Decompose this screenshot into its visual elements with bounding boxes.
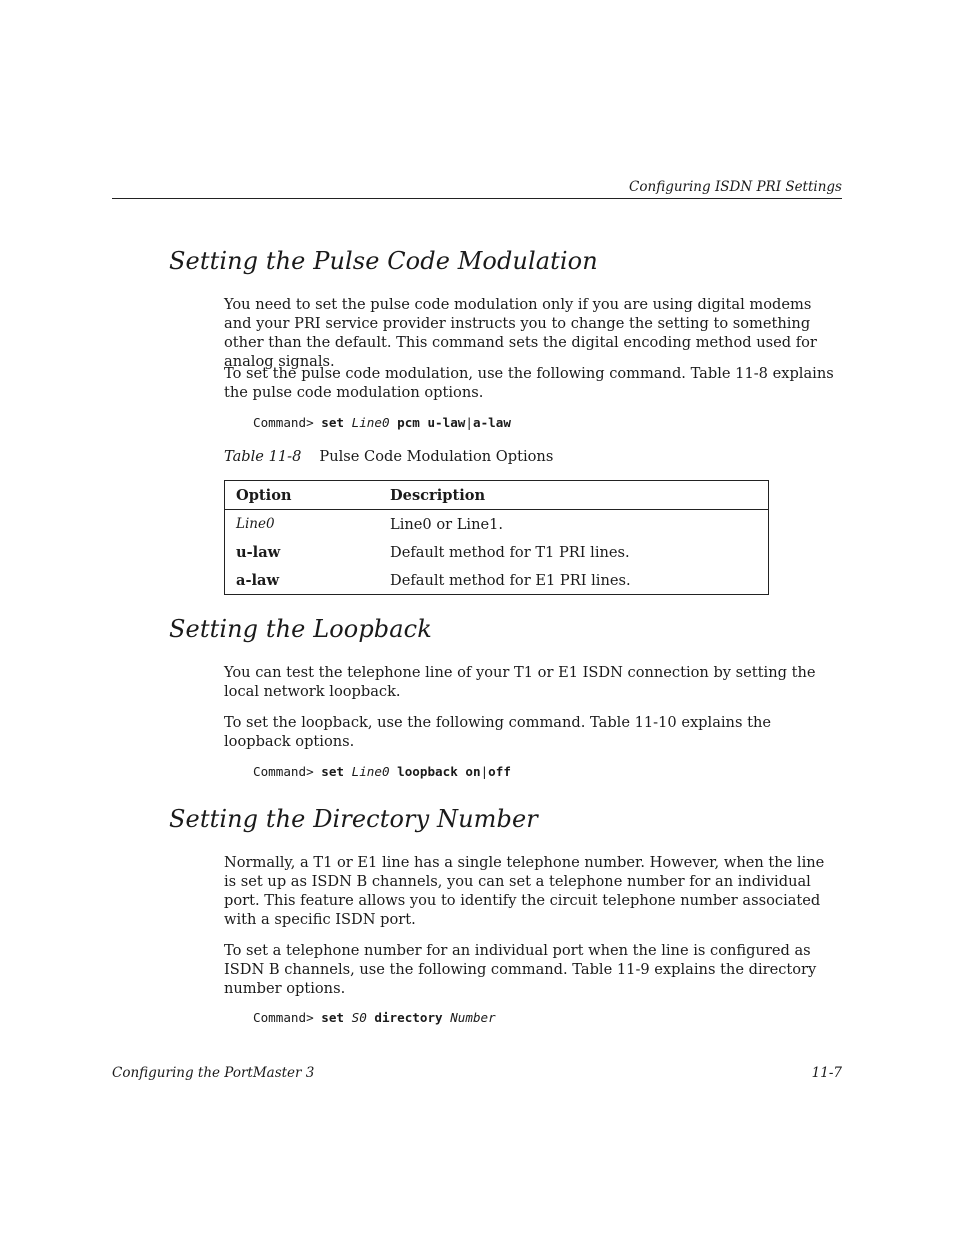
command-line-loopback [253,763,511,781]
command-keyword: set [321,415,345,430]
table-cell-option: a-law [236,571,280,589]
table-row [225,510,769,539]
table-title: Pulse Code Modulation Options [319,448,554,465]
table-header-row [225,481,769,510]
command-keyword: set [321,764,345,779]
table-cell-description: Default method for E1 PRI lines. [390,571,631,589]
footer-book-title: Configuring the PortMaster 3 [112,1065,315,1081]
command-argument: Line0 [351,764,390,779]
command-separator: | [465,415,473,430]
command-prompt: Command> [253,1010,314,1025]
command-keyword: directory [374,1010,443,1025]
command-line-directory [253,1009,496,1027]
section-heading-loopback: Setting the Loopback [169,615,432,643]
section-heading-directory: Setting the Directory Number [169,805,538,833]
command-prompt: Command> [253,764,314,779]
command-keyword: loopback [397,764,458,779]
table-cell-description: Line0 or Line1. [390,515,504,533]
pcm-options-table [224,480,769,595]
column-header-option: Option [225,481,380,510]
paragraph: You can test the telephone line of your T1 or E1 ISDN connection by setting the local network loopback. [224,664,816,700]
command-line-pcm [253,414,511,432]
table-row [225,538,769,566]
column-header-description: Description [379,481,769,510]
table-cell-description: Default method for T1 PRI lines. [390,543,630,561]
command-option: off [488,764,511,779]
command-argument: S0 [351,1010,367,1025]
paragraph: You need to set the pulse code modulation only if you are using digital modems and your PRI service provider instructs you to change the setting to something other than the default. This command sets the digital encoding method used for analog signals. [224,296,817,370]
paragraph: Normally, a T1 or E1 line has a single telephone number. However, when the line is set up as ISDN B channels, you can set a telephone number for an individual port. This feature allows you to identify the circuit telephone number associated with a specific ISDN port. [224,854,825,928]
command-separator: | [480,764,489,779]
paragraph: To set the loopback, use the following command. Table 11-10 explains the loopback options. [224,714,771,750]
command-argument: Line0 [351,415,390,430]
table-number: Table 11-8 [224,448,302,465]
footer-page-number: 11-7 [811,1065,842,1081]
section-heading-pcm: Setting the Pulse Code Modulation [169,247,598,275]
command-option: on [465,764,481,779]
command-keyword: pcm [397,415,420,430]
command-prompt: Command> [253,415,314,430]
paragraph: To set a telephone number for an individual port when the line is configured as ISDN B channels, use the following command. Table 11-9 explains the directory number options. [224,942,817,997]
command-keyword: set [321,1010,345,1025]
table-caption [224,447,553,467]
table-cell-option: u-law [236,543,281,561]
table-row [225,566,769,595]
command-argument: Number [450,1010,496,1025]
command-option: u-law [427,415,466,430]
command-option: a-law [472,415,511,430]
paragraph: To set the pulse code modulation, use the following command. Table 11-8 explains the pulse code modulation options. [224,365,834,401]
table-cell-option: Line0 [236,516,275,532]
running-header: Configuring ISDN PRI Settings [112,176,842,199]
